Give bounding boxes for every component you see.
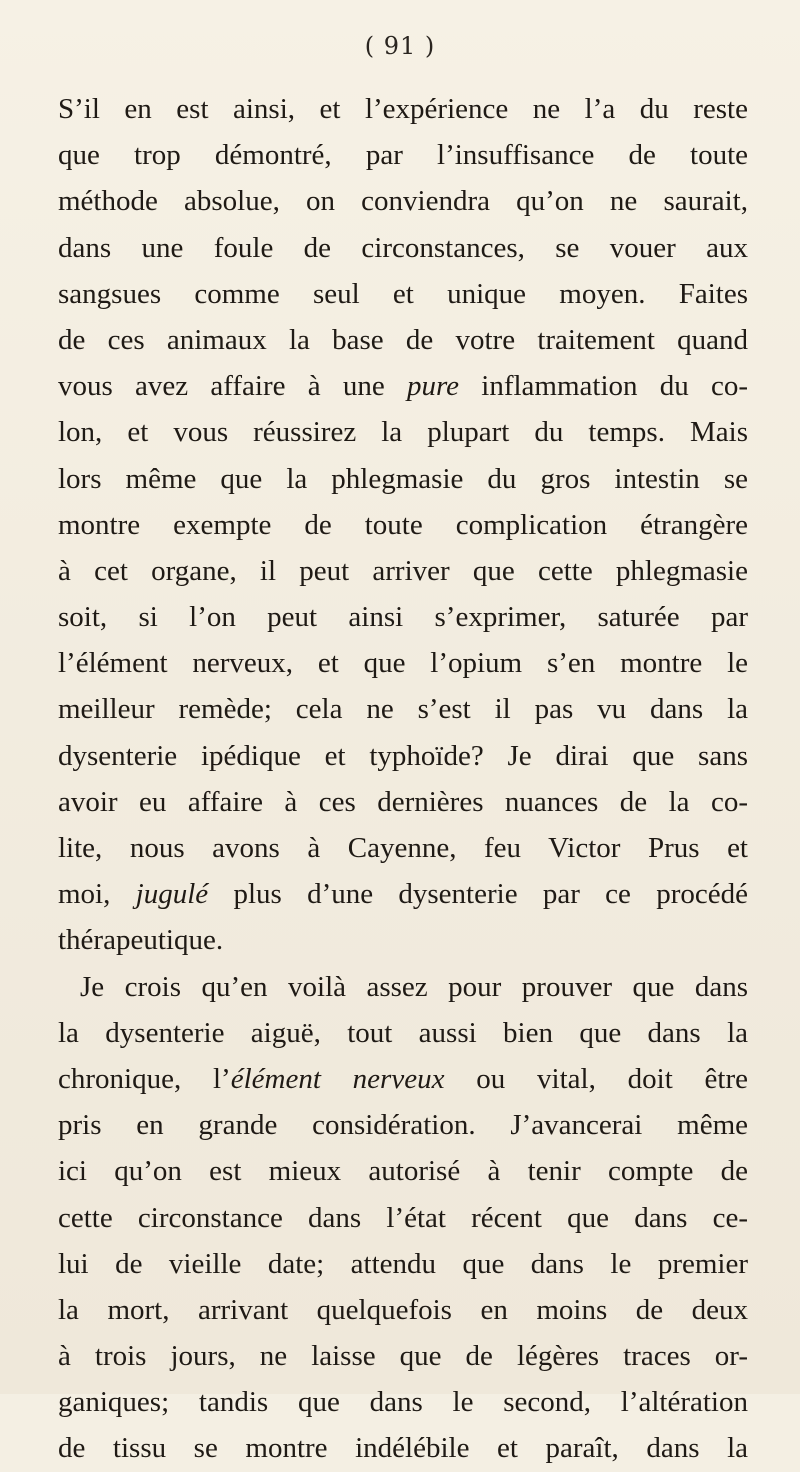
text-line: chronique, l’élément nerveux ou vital, doit être: [58, 1062, 748, 1095]
text-line: la mort, arrivant quelquefois en moins de deux: [58, 1293, 748, 1326]
text-line: moi, jugulé plus d’une dysenterie par ce procédé: [58, 878, 748, 911]
text-line: S’il en est ainsi, et l’expérience ne l’a du reste: [58, 93, 748, 125]
italic-emphasis: pure: [406, 370, 460, 403]
text-line: à cet organe, il peut arriver que cette phlegmasie: [58, 554, 748, 587]
text-line: ici qu’on est mieux autorisé à tenir compte de: [58, 1155, 748, 1188]
text-line: à trois jours, ne laisse que de légères traces or-: [58, 1340, 748, 1373]
text-line: vous avez affaire à une pure inflammation du co-: [58, 370, 748, 403]
text-line: lui de vieille date; attendu que dans le premier: [58, 1247, 748, 1280]
text-line: thérapeutique.: [58, 924, 224, 957]
text-line: pris en grande considération. J’avancerai même: [58, 1109, 748, 1142]
text-line: dysenterie ipédique et typhoïde? Je dirai que sans: [58, 739, 748, 772]
text-line: montre exempte de toute complication étrangère: [58, 508, 748, 541]
text-line: avoir eu affaire à ces dernières nuances de la co-: [58, 785, 748, 818]
text-line: lon, et vous réussirez la plupart du temps. Mais: [58, 416, 748, 449]
text-line: ganiques; tandis que dans le second, l’altération: [58, 1386, 748, 1419]
text-line: dans une foule de circonstances, se vouer aux: [58, 231, 748, 264]
text-line: lite, nous avons à Cayenne, feu Victor Prus et: [58, 832, 748, 864]
text-line: sangsues comme seul et unique moyen. Faites: [58, 277, 748, 310]
text-line: l’élément nerveux, et que l’opium s’en montre le: [58, 647, 748, 680]
text-line: meilleur remède; cela ne s’est il pas vu dans la: [58, 693, 748, 726]
text-line: de tissu se montre indélébile et paraît, dans la: [58, 1432, 748, 1465]
page-number: ( 91 ): [364, 32, 436, 60]
body-text: [58, 86, 748, 1472]
text-line: soit, si l’on peut ainsi s’exprimer, saturée par: [58, 601, 748, 634]
text-line: méthode absolue, on conviendra qu’on ne saurait,: [58, 185, 748, 218]
text-line: lors même que la phlegmasie du gros intestin se: [58, 462, 748, 495]
italic-emphasis: élément nerveux: [230, 1062, 445, 1095]
italic-emphasis: jugulé: [135, 878, 209, 911]
text-line: que trop démontré, par l’insuffisance de toute: [58, 139, 748, 172]
text-line: Je crois qu’en voilà assez pour prouver que dans: [80, 970, 748, 1003]
text-line: de ces animaux la base de votre traitement quand: [58, 323, 748, 356]
text-line: la dysenterie aiguë, tout aussi bien que dans la: [58, 1016, 748, 1049]
text-line: cette circonstance dans l’état récent que dans ce-: [58, 1201, 748, 1234]
